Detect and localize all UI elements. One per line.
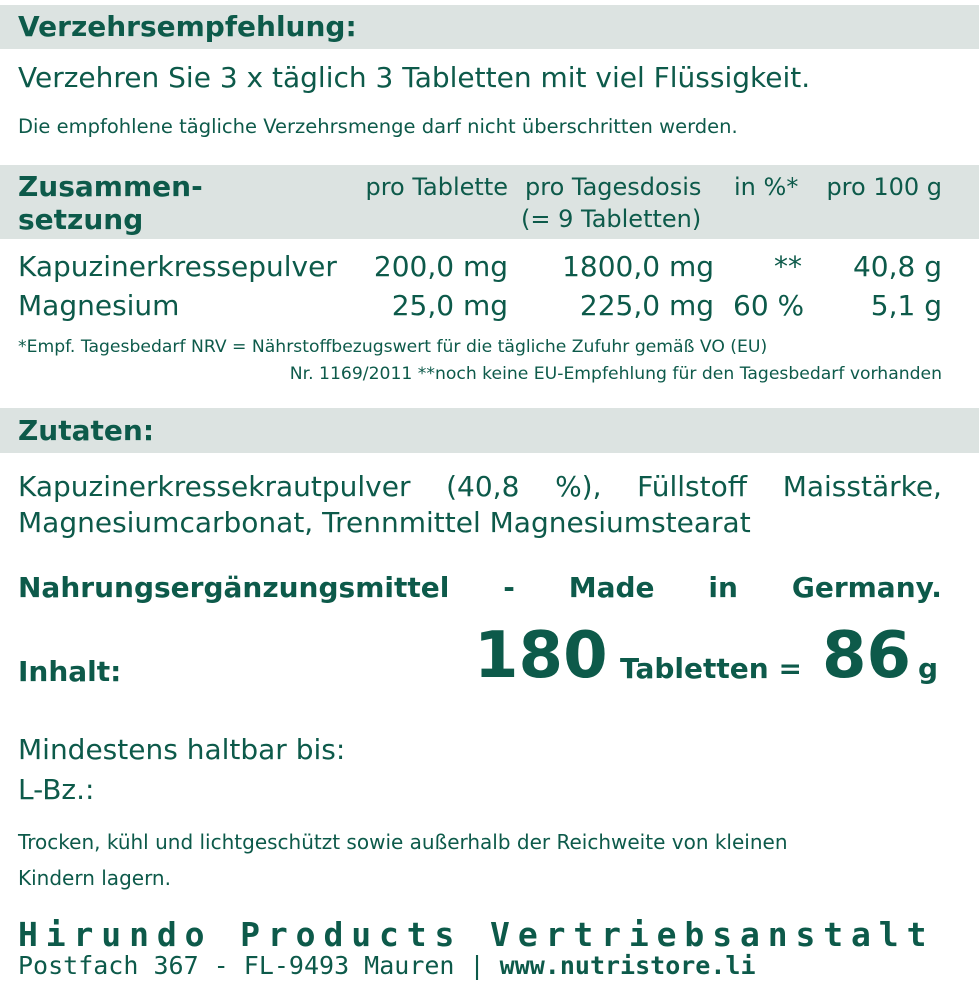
supplement-word: Made xyxy=(568,571,655,604)
company-website[interactable]: www.nutristore.li xyxy=(499,951,756,980)
col-header-per-day-sub: (= 9 Tabletten) xyxy=(521,205,702,233)
company-address: Postfach 367 - FL-9493 Mauren | xyxy=(18,951,500,980)
composition-heading-1: Zusammen- xyxy=(18,170,203,203)
supplement-line xyxy=(18,571,942,604)
supplement-word: Germany. xyxy=(791,571,942,604)
row-per-tablet: 200,0 mg xyxy=(373,250,508,283)
composition-footnote-2: Nr. 1169/2011 **noch keine EU-Empfehlung für den Tagesbedarf vorhanden xyxy=(289,364,942,384)
storage-line2: Kindern lagern. xyxy=(18,866,171,890)
recommendation-heading: Verzehrsempfehlung: xyxy=(18,10,357,43)
lot-number: L-Bz.: xyxy=(18,773,95,806)
ingredient-word: %), xyxy=(555,470,602,503)
ingredients-heading: Zutaten: xyxy=(18,414,155,447)
composition-heading-2: setzung xyxy=(18,203,144,236)
content-label: Inhalt: xyxy=(18,655,122,688)
supplement-word: - xyxy=(503,571,515,604)
recommendation-line2: Die empfohlene tägliche Verzehrsmenge darf nicht überschritten werden. xyxy=(18,115,738,138)
row-per-day: 225,0 mg xyxy=(579,289,714,322)
ingredients-line1 xyxy=(18,470,942,503)
ingredient-word: Füllstoff xyxy=(637,470,748,503)
col-header-per-tablet: pro Tablette xyxy=(365,173,508,201)
content-weight-unit: g xyxy=(918,652,939,685)
recommendation-line1: Verzehren Sie 3 x täglich 3 Tabletten mit viel Flüssigkeit. xyxy=(18,61,811,94)
row-name: Magnesium xyxy=(18,289,180,322)
company-name: Hirundo Products Vertriebsanstalt xyxy=(18,915,935,954)
col-header-per-day: pro Tagesdosis xyxy=(525,173,702,201)
best-before: Mindestens haltbar bis: xyxy=(18,733,346,766)
content-unit-text: Tabletten = xyxy=(620,652,802,685)
col-header-percent: in %* xyxy=(734,173,799,201)
content-weight: 86 xyxy=(822,619,912,693)
ingredients-line2: Magnesiumcarbonat, Trennmittel Magnesiumstearat xyxy=(18,506,751,539)
supplement-word: in xyxy=(708,571,738,604)
row-name: Kapuzinerkressepulver xyxy=(18,250,337,283)
company-address-line xyxy=(18,951,756,980)
content-count: 180 xyxy=(474,619,608,693)
row-per-day: 1800,0 mg xyxy=(562,250,714,283)
row-per-tablet: 25,0 mg xyxy=(391,289,508,322)
row-per-100g: 40,8 g xyxy=(852,250,942,283)
ingredient-word: Kapuzinerkressekrautpulver xyxy=(18,470,411,503)
ingredient-word: (40,8 xyxy=(446,470,520,503)
ingredient-word: Maisstärke, xyxy=(782,470,942,503)
col-header-per-100g: pro 100 g xyxy=(826,173,942,201)
row-per-100g: 5,1 g xyxy=(870,289,942,322)
composition-footnote-1: *Empf. Tagesbedarf NRV = Nährstoffbezugswert für die tägliche Zufuhr gemäß VO (EU) xyxy=(18,337,768,357)
supplement-word: Nahrungsergänzungsmittel xyxy=(18,571,450,604)
storage-line1: Trocken, kühl und lichtgeschützt sowie außerhalb der Reichweite von kleinen xyxy=(18,830,788,854)
row-percent: 60 % xyxy=(733,289,805,322)
row-percent: ** xyxy=(774,250,802,283)
